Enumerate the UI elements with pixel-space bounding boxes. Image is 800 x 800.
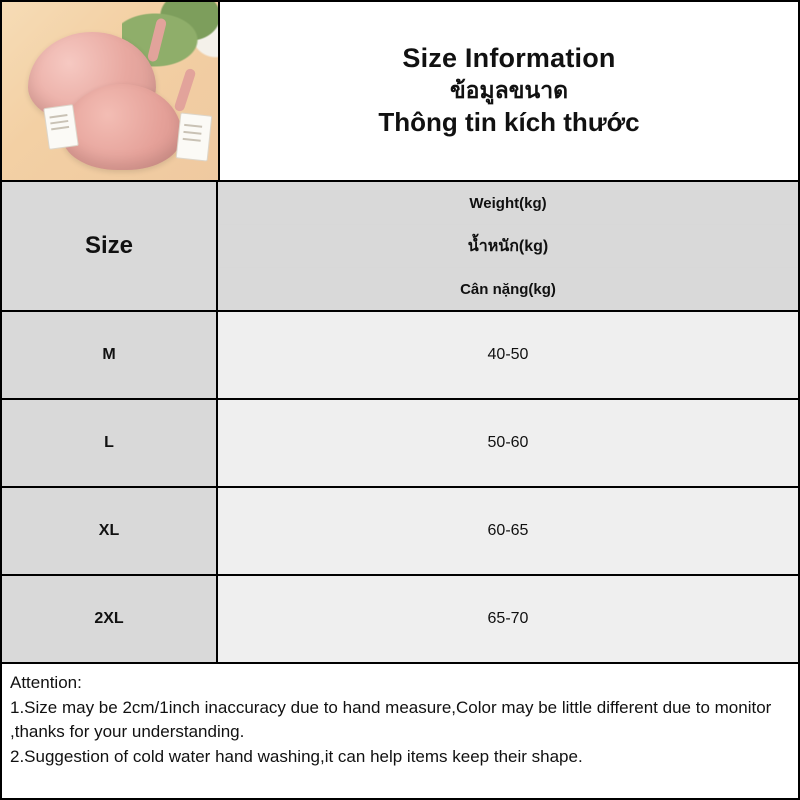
product-photo [2, 2, 220, 180]
title-thai: ข้อมูลขนาด [449, 77, 569, 104]
attention-line-2: 2.Suggestion of cold water hand washing,it can help items keep their shape. [10, 746, 583, 766]
bra-strap-icon [173, 68, 196, 113]
table-header-row [2, 182, 798, 312]
title-english: Size Information [402, 43, 616, 74]
header-label-size: Size [84, 232, 134, 259]
header-row [2, 2, 798, 182]
price-tag-icon [43, 104, 79, 150]
attention-title: Attention: [10, 673, 82, 692]
cell-weight-value: 40-50 [218, 312, 798, 398]
header-label-weight-en: Weight(kg) [218, 182, 798, 225]
size-table [2, 182, 798, 664]
attention-block [2, 664, 798, 798]
header-label-weight-vi: Cân nặng(kg) [218, 268, 798, 310]
cell-size-value: 2XL [2, 576, 218, 662]
header-cell-size [2, 182, 218, 310]
price-tag-icon [176, 112, 213, 161]
header-cell-weight [218, 182, 798, 310]
header-label-weight-th: น้ำหนัก(kg) [218, 225, 798, 268]
title-block [220, 2, 798, 180]
cell-weight-value: 65-70 [218, 576, 798, 662]
title-vietnamese: Thông tin kích thước [378, 106, 640, 137]
table-row [2, 400, 798, 488]
cell-size-value: L [2, 400, 218, 486]
table-row [2, 576, 798, 664]
attention-line-1: 1.Size may be 2cm/1inch inaccuracy due to hand measure,Color may be little different due to monitor ,thanks for your understanding. [10, 697, 772, 742]
table-row [2, 312, 798, 400]
cell-weight-value: 60-65 [218, 488, 798, 574]
cell-size-value: M [2, 312, 218, 398]
cell-weight-value: 50-60 [218, 400, 798, 486]
table-row [2, 488, 798, 576]
cell-size-value: XL [2, 488, 218, 574]
